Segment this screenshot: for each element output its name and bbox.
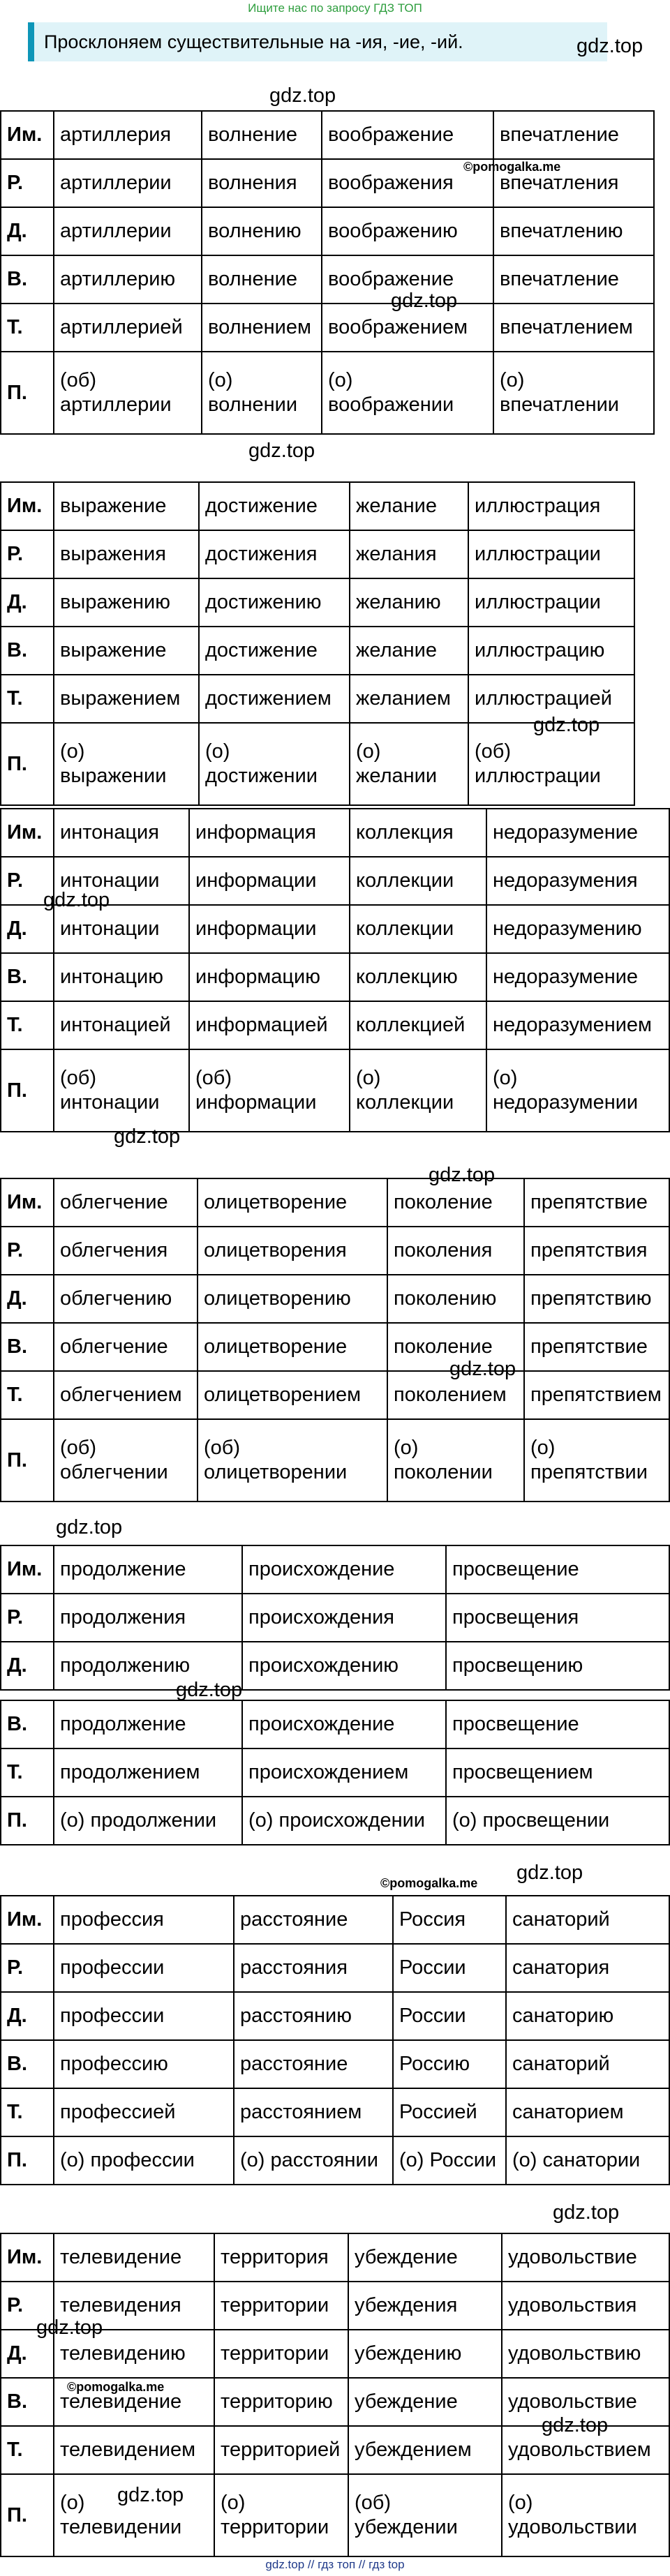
table-cell: продолжение <box>54 1700 242 1748</box>
credit-mark: ©pomogalka.me <box>463 160 561 174</box>
table-cell: недоразумению <box>486 905 669 953</box>
table-cell: олицетворение <box>198 1323 387 1371</box>
case-label: Им. <box>1 1178 54 1227</box>
table-cell: волнения <box>202 159 322 207</box>
table-cell: продолжению <box>54 1642 242 1690</box>
table-row <box>1 111 654 159</box>
case-label: П. <box>1 1419 54 1502</box>
table-cell: выражение <box>54 627 199 675</box>
table-cell: удовольствие <box>502 2378 669 2426</box>
table-cell: продолжение <box>54 1545 242 1594</box>
table-cell: расстоянию <box>234 1992 393 2040</box>
table-row <box>1 2040 669 2088</box>
case-label: Д. <box>1 578 54 627</box>
table-row <box>1 1700 669 1748</box>
table-cell: (о) санатории <box>506 2136 669 2185</box>
table-row <box>1 857 669 905</box>
case-label: Т. <box>1 1748 54 1797</box>
table-cell: интонации <box>54 857 189 905</box>
table-cell: препятствие <box>524 1178 669 1227</box>
declension-table <box>0 1895 670 2185</box>
table-cell: поколением <box>387 1371 524 1419</box>
table-row <box>1 1178 669 1227</box>
table-cell: (о) коллекции <box>350 1049 486 1132</box>
table-cell: впечатление <box>493 255 654 304</box>
table-cell: (о) впечатлении <box>493 352 654 434</box>
table-cell: (о) достижении <box>199 723 350 805</box>
table-cell: (о) России <box>393 2136 506 2185</box>
case-label: П. <box>1 1797 54 1845</box>
case-label: В. <box>1 2378 54 2426</box>
table-cell: удовольствием <box>502 2426 669 2474</box>
table-cell: телевидению <box>54 2330 214 2378</box>
table-cell: просвещением <box>446 1748 669 1797</box>
table-row <box>1 2136 669 2185</box>
table-cell: (об) облегчении <box>54 1419 198 1502</box>
table-cell: желание <box>350 482 468 530</box>
table-cell: облегчение <box>54 1323 198 1371</box>
table-cell: интонация <box>54 809 189 857</box>
table-row <box>1 1896 669 1944</box>
case-label: В. <box>1 255 54 304</box>
table-row <box>1 2088 669 2136</box>
table-cell: желанием <box>350 675 468 723</box>
table-cell: желания <box>350 530 468 578</box>
table-cell: профессией <box>54 2088 234 2136</box>
declension-table <box>0 481 635 806</box>
case-label: Д. <box>1 207 54 255</box>
table-cell: олицетворению <box>198 1275 387 1323</box>
table-cell: санаторий <box>506 1896 669 1944</box>
table-cell: интонацией <box>54 1001 189 1049</box>
table-cell: профессии <box>54 1944 234 1992</box>
table-cell: (о) препятствии <box>524 1419 669 1502</box>
table-row <box>1 2474 669 2556</box>
table-cell: профессию <box>54 2040 234 2088</box>
table-cell: телевидения <box>54 2282 214 2330</box>
case-label: Т. <box>1 1371 54 1419</box>
table-cell: территорию <box>214 2378 348 2426</box>
watermark: gdz.top <box>533 714 600 736</box>
table-row <box>1 2426 669 2474</box>
table-cell: профессия <box>54 1896 234 1944</box>
table-row <box>1 1001 669 1049</box>
table-cell: иллюстрацией <box>468 675 634 723</box>
declension-table <box>0 2233 670 2557</box>
table-cell: препятствием <box>524 1371 669 1419</box>
table-cell: информацией <box>189 1001 350 1049</box>
footer-links[interactable]: gdz.top // гдз топ // гдз top <box>265 2558 405 2571</box>
declension-table <box>0 1700 670 1845</box>
table-cell: воображение <box>322 111 493 159</box>
table-cell: воображения <box>322 159 493 207</box>
table-cell: коллекции <box>350 905 486 953</box>
declension-table <box>0 110 655 435</box>
table-row <box>1 1323 669 1371</box>
table-cell: территории <box>214 2330 348 2378</box>
table-cell: достижения <box>199 530 350 578</box>
case-label: Р. <box>1 530 54 578</box>
table-cell: недоразумение <box>486 953 669 1001</box>
table-cell: достижение <box>199 627 350 675</box>
table-cell: (о) желании <box>350 723 468 805</box>
table-row <box>1 1545 669 1594</box>
case-label: П. <box>1 723 54 805</box>
table-cell: желание <box>350 627 468 675</box>
table-cell: (об) олицетворении <box>198 1419 387 1502</box>
declension-table <box>0 1178 670 1502</box>
table-row <box>1 159 654 207</box>
table-cell: недоразумение <box>486 809 669 857</box>
table-cell: территории <box>214 2282 348 2330</box>
table-cell: выражению <box>54 578 199 627</box>
watermark: gdz.top <box>516 1862 583 1884</box>
table-cell: происхождения <box>242 1594 446 1642</box>
case-label: Т. <box>1 304 54 352</box>
table-cell: воображение <box>322 255 493 304</box>
table-cell: интонацию <box>54 953 189 1001</box>
table-cell: территория <box>214 2233 348 2282</box>
table-cell: территорией <box>214 2426 348 2474</box>
table-row <box>1 1419 669 1502</box>
table-cell: препятствию <box>524 1275 669 1323</box>
table-cell: волнению <box>202 207 322 255</box>
table-row <box>1 1594 669 1642</box>
case-label: Т. <box>1 675 54 723</box>
table-cell: происхождение <box>242 1700 446 1748</box>
table-cell: (о) расстоянии <box>234 2136 393 2185</box>
table-row <box>1 578 634 627</box>
table-row <box>1 1049 669 1132</box>
table-cell: иллюстрация <box>468 482 634 530</box>
table-cell: артиллерии <box>54 159 202 207</box>
table-row <box>1 905 669 953</box>
table-cell: олицетворения <box>198 1227 387 1275</box>
table-cell: убеждению <box>348 2330 502 2378</box>
table-cell: (об) интонации <box>54 1049 189 1132</box>
case-label: Д. <box>1 1275 54 1323</box>
table-row <box>1 2330 669 2378</box>
table-cell: (о) недоразумении <box>486 1049 669 1132</box>
table-cell: коллекция <box>350 809 486 857</box>
table-row <box>1 675 634 723</box>
table-cell: удовольствие <box>502 2233 669 2282</box>
table-cell: волнением <box>202 304 322 352</box>
table-cell: происхождению <box>242 1642 446 1690</box>
table-cell: (о) телевидении <box>54 2474 214 2556</box>
table-cell: облегчение <box>54 1178 198 1227</box>
table-row <box>1 1748 669 1797</box>
table-cell: препятствие <box>524 1323 669 1371</box>
table-cell: артиллерия <box>54 111 202 159</box>
case-label: Им. <box>1 482 54 530</box>
table-cell: происхождением <box>242 1748 446 1797</box>
table-cell: просвещения <box>446 1594 669 1642</box>
table-cell: (об) убеждении <box>348 2474 502 2556</box>
table-row <box>1 809 669 857</box>
table-cell: желанию <box>350 578 468 627</box>
table-row <box>1 304 654 352</box>
case-label: Т. <box>1 2426 54 2474</box>
watermark: gdz.top <box>117 2484 184 2506</box>
case-label: Т. <box>1 2088 54 2136</box>
case-label: П. <box>1 2136 54 2185</box>
table-cell: воображением <box>322 304 493 352</box>
table-cell: Россию <box>393 2040 506 2088</box>
table-cell: облегчением <box>54 1371 198 1419</box>
table-cell: иллюстрации <box>468 578 634 627</box>
case-label: В. <box>1 1323 54 1371</box>
case-label: Р. <box>1 857 54 905</box>
watermark: gdz.top <box>176 1679 243 1701</box>
table-cell: (о) поколении <box>387 1419 524 1502</box>
declension-table <box>0 1545 670 1691</box>
table-cell: (о) продолжении <box>54 1797 242 1845</box>
table-cell: воображению <box>322 207 493 255</box>
table-cell: (о) выражении <box>54 723 199 805</box>
table-row <box>1 2378 669 2426</box>
watermark: gdz.top <box>391 290 458 312</box>
table-cell: расстояния <box>234 1944 393 1992</box>
table-cell: (об) иллюстрации <box>468 723 634 805</box>
table-row <box>1 2282 669 2330</box>
table-cell: расстояние <box>234 1896 393 1944</box>
case-label: В. <box>1 627 54 675</box>
table-row <box>1 627 634 675</box>
watermark: gdz.top <box>248 440 315 462</box>
table-cell: расстоянием <box>234 2088 393 2136</box>
table-cell: (об) артиллерии <box>54 352 202 434</box>
table-cell: убеждением <box>348 2426 502 2474</box>
table-cell: убеждение <box>348 2233 502 2282</box>
table-cell: (о) волнении <box>202 352 322 434</box>
case-label: Р. <box>1 1944 54 1992</box>
table-cell: недоразумения <box>486 857 669 905</box>
case-label: Д. <box>1 905 54 953</box>
table-cell: облегчению <box>54 1275 198 1323</box>
table-cell: санаторием <box>506 2088 669 2136</box>
table-cell: достижением <box>199 675 350 723</box>
table-row <box>1 482 634 530</box>
case-label: П. <box>1 1049 54 1132</box>
task-title: Просклоняем существительные на -ия, -ие, -ий. <box>28 22 607 61</box>
table-cell: санаторию <box>506 1992 669 2040</box>
table-row <box>1 723 634 805</box>
case-label: П. <box>1 352 54 434</box>
table-cell: интонации <box>54 905 189 953</box>
credit-mark: ©pomogalka.me <box>67 2380 165 2394</box>
table-row <box>1 1275 669 1323</box>
table-row <box>1 207 654 255</box>
watermark: gdz.top <box>269 84 336 107</box>
case-label: В. <box>1 2040 54 2088</box>
table-cell: продолжения <box>54 1594 242 1642</box>
table-cell: достижение <box>199 482 350 530</box>
watermark: gdz.top <box>553 2201 620 2224</box>
table-cell: информации <box>189 857 350 905</box>
table-cell: санаторий <box>506 2040 669 2088</box>
case-label: Р. <box>1 2282 54 2330</box>
table-cell: впечатление <box>493 111 654 159</box>
table-row <box>1 255 654 304</box>
table-row <box>1 1371 669 1419</box>
case-label: Им. <box>1 2233 54 2282</box>
table-cell: (о) удовольствии <box>502 2474 669 2556</box>
table-cell: впечатления <box>493 159 654 207</box>
table-cell: удовольствия <box>502 2282 669 2330</box>
watermark: gdz.top <box>114 1125 181 1148</box>
table-cell: (об) информации <box>189 1049 350 1132</box>
table-cell: иллюстрации <box>468 530 634 578</box>
table-cell: России <box>393 1992 506 2040</box>
table-cell: расстояние <box>234 2040 393 2088</box>
table-cell: коллекции <box>350 857 486 905</box>
table-cell: (о) просвещении <box>446 1797 669 1845</box>
watermark: gdz.top <box>43 889 110 911</box>
watermark: gdz.top <box>56 1516 123 1538</box>
table-cell: убеждение <box>348 2378 502 2426</box>
table-cell: продолжением <box>54 1748 242 1797</box>
table-row <box>1 1797 669 1845</box>
table-row <box>1 953 669 1001</box>
table-cell: Россия <box>393 1896 506 1944</box>
table-row <box>1 1642 669 1690</box>
case-label: Д. <box>1 1642 54 1690</box>
table-row <box>1 1992 669 2040</box>
table-cell: выражения <box>54 530 199 578</box>
table-cell: просвещение <box>446 1545 669 1594</box>
table-cell: артиллерией <box>54 304 202 352</box>
table-row <box>1 530 634 578</box>
table-cell: информация <box>189 809 350 857</box>
table-cell: информацию <box>189 953 350 1001</box>
case-label: Р. <box>1 159 54 207</box>
table-cell: достижению <box>199 578 350 627</box>
case-label: Д. <box>1 1992 54 2040</box>
declension-table <box>0 808 670 1132</box>
table-cell: удовольствию <box>502 2330 669 2378</box>
watermark: gdz.top <box>576 35 643 57</box>
table-cell: олицетворением <box>198 1371 387 1419</box>
table-cell: выражением <box>54 675 199 723</box>
table-cell: поколения <box>387 1227 524 1275</box>
table-cell: просвещению <box>446 1642 669 1690</box>
table-cell: выражение <box>54 482 199 530</box>
table-cell: поколению <box>387 1275 524 1323</box>
table-cell: (о) происхождении <box>242 1797 446 1845</box>
table-cell: поколение <box>387 1178 524 1227</box>
case-label: В. <box>1 1700 54 1748</box>
table-row <box>1 1944 669 1992</box>
case-label: П. <box>1 2474 54 2556</box>
table-cell: артиллерии <box>54 207 202 255</box>
table-cell: санатория <box>506 1944 669 1992</box>
table-cell: телевидение <box>54 2233 214 2282</box>
case-label: Им. <box>1 1896 54 1944</box>
case-label: Р. <box>1 1227 54 1275</box>
credit-mark: ©pomogalka.me <box>380 1876 478 1890</box>
table-cell: коллекцию <box>350 953 486 1001</box>
case-label: Т. <box>1 1001 54 1049</box>
table-cell: облегчения <box>54 1227 198 1275</box>
watermark: gdz.top <box>449 1358 516 1380</box>
table-cell: информации <box>189 905 350 953</box>
case-label: Д. <box>1 2330 54 2378</box>
table-cell: коллекцией <box>350 1001 486 1049</box>
table-row <box>1 1227 669 1275</box>
table-cell: России <box>393 1944 506 1992</box>
table-cell: артиллерию <box>54 255 202 304</box>
watermark: gdz.top <box>36 2316 103 2339</box>
table-cell: Россией <box>393 2088 506 2136</box>
search-hint: Ищите нас по запросу ГДЗ ТОП <box>248 1 422 15</box>
table-cell: олицетворение <box>198 1178 387 1227</box>
case-label: В. <box>1 953 54 1001</box>
case-label: Им. <box>1 1545 54 1594</box>
table-cell: убеждения <box>348 2282 502 2330</box>
watermark: gdz.top <box>429 1164 496 1186</box>
table-cell: иллюстрацию <box>468 627 634 675</box>
case-label: Р. <box>1 1594 54 1642</box>
table-cell: просвещение <box>446 1700 669 1748</box>
case-label: Им. <box>1 111 54 159</box>
table-row <box>1 2233 669 2282</box>
table-cell: (о) территории <box>214 2474 348 2556</box>
table-cell: (о) воображении <box>322 352 493 434</box>
table-row <box>1 352 654 434</box>
table-cell: телевидением <box>54 2426 214 2474</box>
table-cell: (о) профессии <box>54 2136 234 2185</box>
table-cell: профессии <box>54 1992 234 2040</box>
table-cell: недоразумением <box>486 1001 669 1049</box>
table-cell: препятствия <box>524 1227 669 1275</box>
table-cell: телевидение <box>54 2378 214 2426</box>
table-cell: поколение <box>387 1323 524 1371</box>
case-label: Им. <box>1 809 54 857</box>
table-cell: волнение <box>202 255 322 304</box>
table-cell: происхождение <box>242 1545 446 1594</box>
table-cell: впечатлением <box>493 304 654 352</box>
table-cell: волнение <box>202 111 322 159</box>
table-cell: впечатлению <box>493 207 654 255</box>
watermark: gdz.top <box>542 2414 609 2436</box>
